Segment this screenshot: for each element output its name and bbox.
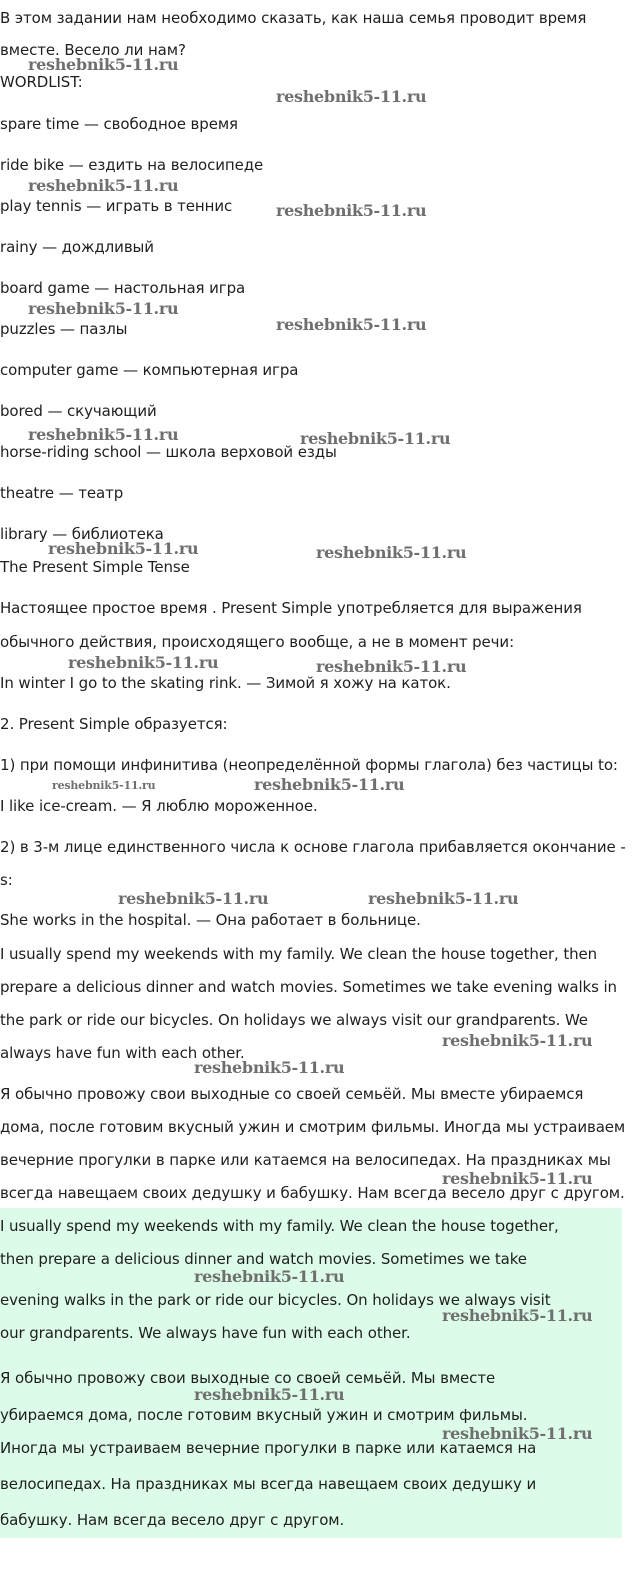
answer-ru-line: убираемся дома, после готовим вкусный ужин и смотрим фильмы. (0, 1406, 528, 1424)
answer-ru-line: Я обычно провожу свои выходные со своей семьёй. Мы вместе (0, 1369, 496, 1387)
grammar-text: 2) в 3-м лице единственного числа к основе глагола прибавляется окончание - (0, 838, 626, 856)
answer-en-line: our grandparents. We always have fun with each other. (0, 1324, 411, 1342)
answer-draft-ru: Я обычно провожу свои выходные со своей семьёй. Мы вместе убираемся (0, 1085, 584, 1103)
wordlist-item: computer game — компьютерная игра (0, 361, 299, 379)
wordlist-heading: WORDLIST: (0, 73, 83, 91)
answer-draft-en: prepare a delicious dinner and watch movies. Sometimes we take evening walks in (0, 978, 617, 996)
answer-ru-line: Иногда мы устраиваем вечерние прогулки в парке или катаемся на (0, 1439, 537, 1457)
answer-draft-en: the park or ride our bicycles. On holidays we always visit our grandparents. We (0, 1011, 588, 1029)
answer-ru-line: велосипедах. На праздниках мы всегда навещаем своих дедушку и (0, 1475, 537, 1493)
wordlist-item: puzzles — пазлы (0, 320, 128, 338)
watermark: reshebnik5-11.ru (52, 779, 156, 792)
answer-draft-ru: дома, после готовим вкусный ужин и смотрим фильмы. Иногда мы устраиваем (0, 1118, 626, 1136)
watermark: reshebnik5-11.ru (316, 543, 467, 562)
answer-en-line: then prepare a delicious dinner and watch movies. Sometimes we take (0, 1250, 527, 1268)
wordlist-item: horse-riding school — школа верховой езды (0, 443, 337, 461)
watermark: reshebnik5-11.ru (300, 429, 451, 448)
watermark: reshebnik5-11.ru (276, 315, 427, 334)
watermark: reshebnik5-11.ru (118, 889, 269, 908)
grammar-example: In winter I go to the skating rink. — Зимой я хожу на каток. (0, 674, 451, 692)
answer-draft-en: always have fun with each other. (0, 1044, 245, 1062)
watermark: reshebnik5-11.ru (194, 1267, 345, 1286)
watermark: reshebnik5-11.ru (48, 539, 199, 558)
watermark: reshebnik5-11.ru (442, 1031, 593, 1050)
grammar-text: s: (0, 871, 13, 889)
answer-draft-en: I usually spend my weekends with my family. We clean the house together, then (0, 945, 598, 963)
grammar-text: 2. Present Simple образуется: (0, 715, 228, 733)
grammar-text: обычного действия, происходящего вообще, а не в момент речи: (0, 633, 515, 651)
answer-draft-ru: вечерние прогулки в парке или катаемся на велосипедах. На праздниках мы (0, 1151, 611, 1169)
grammar-example: I like ice-cream. — Я люблю мороженное. (0, 797, 318, 815)
intro-line-1: В этом задании нам необходимо сказать, как наша семья проводит время (0, 9, 587, 27)
watermark: reshebnik5-11.ru (28, 425, 179, 444)
answer-en-line: I usually spend my weekends with my family. We clean the house together, (0, 1217, 559, 1235)
intro-line-2: вместе. Весело ли нам? (0, 41, 186, 59)
watermark: reshebnik5-11.ru (442, 1306, 593, 1325)
watermark: reshebnik5-11.ru (442, 1169, 593, 1188)
watermark: reshebnik5-11.ru (276, 201, 427, 220)
watermark: reshebnik5-11.ru (68, 653, 219, 672)
wordlist-item: play tennis — играть в теннис (0, 197, 233, 215)
wordlist-item: library — библиотека (0, 525, 164, 543)
watermark: reshebnik5-11.ru (368, 889, 519, 908)
wordlist-item: board game — настольная игра (0, 279, 246, 297)
watermark: reshebnik5-11.ru (442, 1424, 593, 1443)
watermark: reshebnik5-11.ru (28, 55, 179, 74)
wordlist-item: spare time — свободное время (0, 115, 238, 133)
watermark: reshebnik5-11.ru (316, 657, 467, 676)
wordlist-item: theatre — театр (0, 484, 124, 502)
wordlist-item: ride bike — ездить на велосипеде (0, 156, 264, 174)
answer-en-line: evening walks in the park or ride our bicycles. On holidays we always visit (0, 1291, 551, 1309)
watermark: reshebnik5-11.ru (254, 775, 405, 794)
wordlist-item: rainy — дождливый (0, 238, 154, 256)
answer-ru-line: бабушку. Нам всегда весело друг с другом. (0, 1511, 345, 1529)
grammar-example: She works in the hospital. — Она работает в больнице. (0, 911, 421, 929)
grammar-text: Настоящее простое время . Present Simple употребляется для выражения (0, 599, 582, 617)
grammar-heading: The Present Simple Tense (0, 558, 190, 576)
watermark: reshebnik5-11.ru (194, 1385, 345, 1404)
watermark: reshebnik5-11.ru (28, 299, 179, 318)
wordlist-item: bored — скучающий (0, 402, 157, 420)
watermark: reshebnik5-11.ru (276, 87, 427, 106)
answer-draft-ru: всегда навещаем своих дедушку и бабушку. Нам всегда весело друг с другом. (0, 1184, 625, 1202)
grammar-text: 1) при помощи инфинитива (неопределённой формы глагола) без частицы to: (0, 756, 618, 774)
watermark: reshebnik5-11.ru (194, 1058, 345, 1077)
watermark: reshebnik5-11.ru (28, 176, 179, 195)
